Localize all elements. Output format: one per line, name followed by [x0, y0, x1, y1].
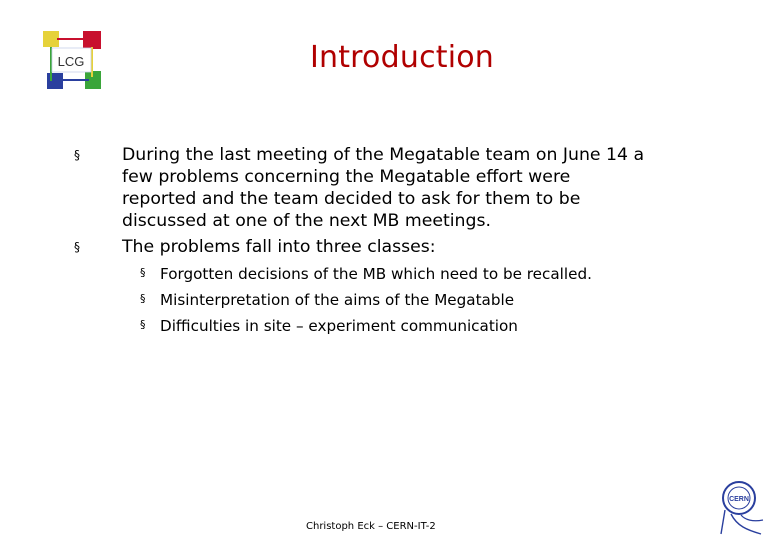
sub-bullet-2: Misinterpretation of the aims of the Megatable: [160, 291, 515, 309]
lcg-logo: [43, 31, 101, 89]
cern-logo-text: CERN: [729, 496, 749, 503]
bullet-2-line-1: The problems fall into three classes:: [122, 237, 436, 257]
slide-title: Introduction: [309, 40, 495, 75]
bullet-1-line-1: During the last meeting of the Megatable team on June 14 a: [122, 145, 645, 165]
sub-bullet-marker: §: [140, 266, 146, 279]
footer-text: Christoph Eck – CERN-IT-2: [306, 521, 436, 532]
sub-bullet-marker: §: [140, 318, 146, 331]
sub-bullet-1: Forgotten decisions of the MB which need to be recalled.: [160, 265, 592, 283]
bullet-1-line-4: discussed at one of the next MB meetings.: [122, 211, 491, 231]
bullet-1-line-2: few problems concerning the Megatable effort were: [122, 167, 571, 187]
bullet-marker: §: [74, 240, 80, 254]
cern-logo: [715, 476, 767, 536]
bullet-1-line-3: reported and the team decided to ask for them to be: [122, 189, 581, 209]
bullet-marker: §: [74, 148, 80, 162]
sub-bullet-marker: §: [140, 292, 146, 305]
sub-bullet-3: Difficulties in site – experiment communication: [160, 317, 518, 335]
lcg-logo-text: LCG: [57, 54, 85, 69]
